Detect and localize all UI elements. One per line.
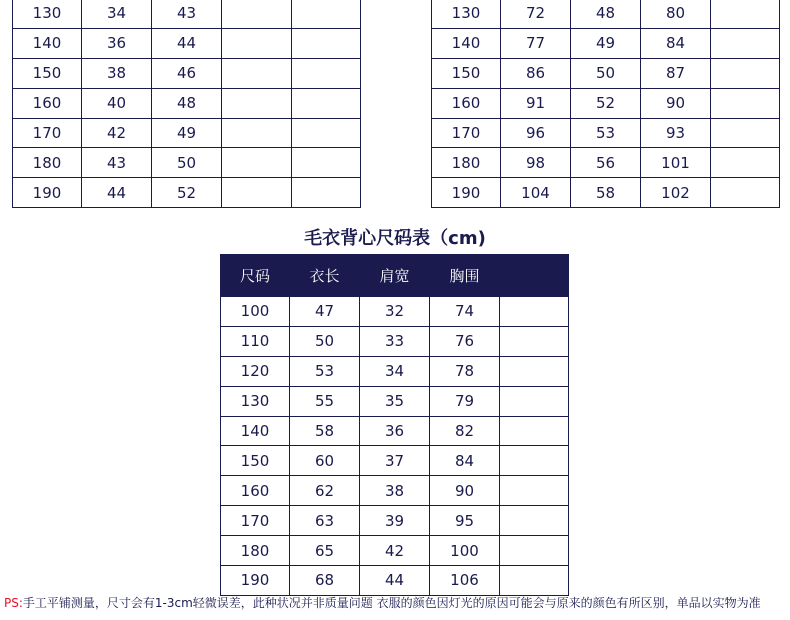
table-row [432,28,780,58]
table-cell [711,88,780,118]
table-cell: 160 [432,88,501,118]
table-cell: 42 [360,536,430,566]
table-row [221,297,569,327]
table-cell [500,297,569,327]
table-cell: 160 [13,88,82,118]
table-cell: 42 [82,118,152,148]
table-cell [292,0,361,28]
table-row [221,326,569,356]
table-cell: 55 [290,386,360,416]
table-row [432,0,780,28]
column-header: 肩宽 [360,255,430,297]
vest-size-table [220,254,569,596]
table-row [13,28,361,58]
table-cell: 63 [290,506,360,536]
table-row [13,58,361,88]
table-cell [500,566,569,596]
table-cell: 47 [290,297,360,327]
table-cell [500,356,569,386]
table-cell [222,118,292,148]
table-cell: 87 [641,58,711,88]
table-cell: 53 [571,118,641,148]
table-cell: 62 [290,476,360,506]
table-row [13,118,361,148]
table-cell [500,446,569,476]
table-cell [711,58,780,88]
table-cell: 48 [571,0,641,28]
table-cell: 98 [501,148,571,178]
table-cell [292,118,361,148]
table-cell: 46 [152,58,222,88]
table-cell: 84 [641,28,711,58]
measurement-note [4,594,790,611]
table-row [221,356,569,386]
column-header: 胸围 [430,255,500,297]
table-cell [500,476,569,506]
table-cell: 56 [571,148,641,178]
table-cell: 180 [13,148,82,178]
table-row [13,148,361,178]
table-row [13,88,361,118]
table-cell: 52 [571,88,641,118]
table-cell: 58 [290,416,360,446]
table-cell: 104 [501,178,571,208]
table-cell: 34 [82,0,152,28]
table-cell: 43 [82,148,152,178]
table-cell: 43 [152,0,222,28]
table-cell [292,28,361,58]
table-cell: 90 [430,476,500,506]
table-cell: 130 [13,0,82,28]
table-cell: 33 [360,326,430,356]
table-row [432,118,780,148]
table-cell: 93 [641,118,711,148]
table-cell: 180 [221,536,290,566]
table-row [432,58,780,88]
table-cell: 96 [501,118,571,148]
table-cell: 170 [221,506,290,536]
table-cell: 190 [221,566,290,596]
table-cell: 190 [432,178,501,208]
table-row [13,178,361,208]
table-row [221,386,569,416]
table-cell: 100 [221,297,290,327]
table-cell [222,148,292,178]
table-row [221,476,569,506]
table-row [432,178,780,208]
table-cell [222,28,292,58]
table-cell: 84 [430,446,500,476]
right-size-table [431,0,780,208]
table-cell: 50 [290,326,360,356]
table-cell [500,416,569,446]
table-cell: 79 [430,386,500,416]
table-cell: 78 [430,356,500,386]
table-cell: 160 [221,476,290,506]
column-header [500,255,569,297]
table-cell [222,178,292,208]
table-cell: 120 [221,356,290,386]
table-cell: 74 [430,297,500,327]
table-row [432,88,780,118]
table-cell: 101 [641,148,711,178]
table-cell [222,0,292,28]
table-cell: 150 [221,446,290,476]
table-cell: 190 [13,178,82,208]
table-cell: 76 [430,326,500,356]
table-cell [711,118,780,148]
table-cell [711,148,780,178]
table-cell: 110 [221,326,290,356]
table-cell [500,506,569,536]
table-cell [292,148,361,178]
note-text: 手工平铺测量，尺寸会有1-3cm轻微误差，此种状况并非质量问题 衣服的颜色因灯光的原因可能会与原来的颜色有所区别，单品以实物为准 [22,596,761,610]
table-cell: 77 [501,28,571,58]
table-cell: 140 [13,28,82,58]
table-cell: 39 [360,506,430,536]
table-cell [292,58,361,88]
table-cell: 82 [430,416,500,446]
table-cell [711,178,780,208]
table-cell: 180 [432,148,501,178]
table-row [221,506,569,536]
table-cell: 91 [501,88,571,118]
table-cell: 36 [82,28,152,58]
vest-table-header-row [221,255,569,297]
table-cell [500,536,569,566]
table-cell: 140 [432,28,501,58]
table-row [432,148,780,178]
table-cell [292,178,361,208]
table-cell: 86 [501,58,571,88]
table-cell: 140 [221,416,290,446]
table-cell [222,88,292,118]
table-cell: 50 [571,58,641,88]
table-cell: 68 [290,566,360,596]
table-cell: 130 [432,0,501,28]
left-size-table [12,0,361,208]
table-cell: 150 [432,58,501,88]
table-cell: 170 [13,118,82,148]
table-cell [500,386,569,416]
table-cell: 53 [290,356,360,386]
table-row [221,566,569,596]
table-cell [222,58,292,88]
table-cell: 52 [152,178,222,208]
table-cell: 44 [82,178,152,208]
table-row [221,446,569,476]
table-cell: 90 [641,88,711,118]
left-size-table-body [13,0,361,208]
table-cell [500,326,569,356]
table-cell: 72 [501,0,571,28]
table-cell: 36 [360,416,430,446]
table-cell: 100 [430,536,500,566]
table-cell: 50 [152,148,222,178]
table-cell: 49 [152,118,222,148]
ps-label: PS: [4,596,23,610]
table-cell: 49 [571,28,641,58]
table-cell: 65 [290,536,360,566]
table-cell: 102 [641,178,711,208]
table-cell: 48 [152,88,222,118]
table-cell: 34 [360,356,430,386]
table-cell: 95 [430,506,500,536]
table-cell: 38 [82,58,152,88]
table-row [221,416,569,446]
table-cell [292,88,361,118]
table-cell: 35 [360,386,430,416]
table-cell: 170 [432,118,501,148]
table-cell: 38 [360,476,430,506]
column-header: 尺码 [221,255,290,297]
table-cell: 106 [430,566,500,596]
column-header: 衣长 [290,255,360,297]
table-cell: 40 [82,88,152,118]
table-cell: 37 [360,446,430,476]
table-row [13,0,361,28]
table-cell: 150 [13,58,82,88]
vest-size-table-title: 毛衣背心尺码表（cm) [304,228,486,249]
right-size-table-body [432,0,780,208]
table-cell [711,28,780,58]
table-cell: 130 [221,386,290,416]
table-cell: 44 [360,566,430,596]
table-cell: 58 [571,178,641,208]
table-cell: 60 [290,446,360,476]
table-cell: 80 [641,0,711,28]
table-cell [711,0,780,28]
vest-size-table-body [221,297,569,596]
table-cell: 44 [152,28,222,58]
table-row [221,536,569,566]
table-cell: 32 [360,297,430,327]
